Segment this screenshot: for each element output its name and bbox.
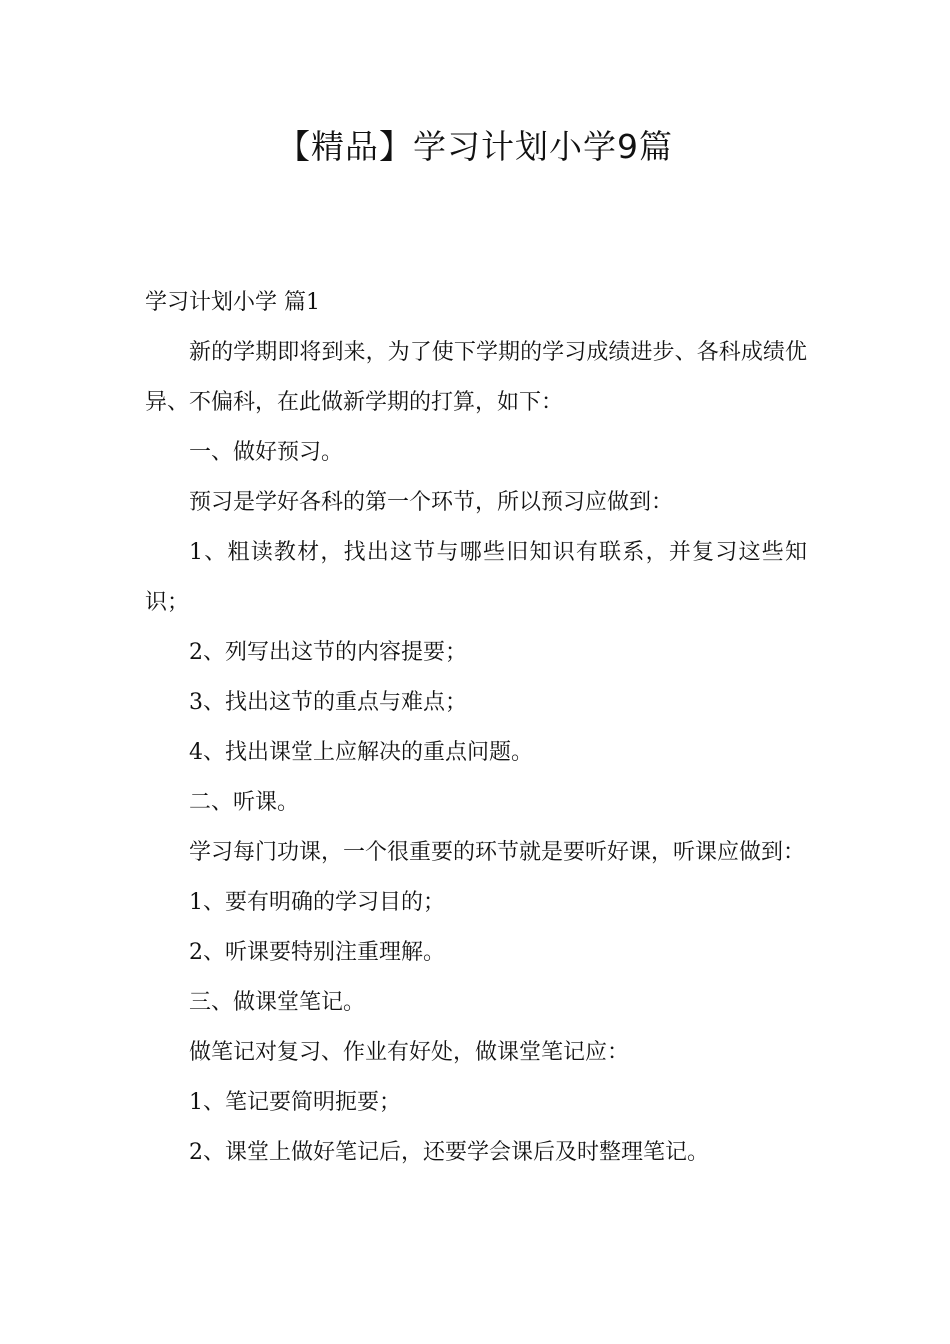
list-item: 1、要有明确的学习目的；	[189, 890, 445, 915]
list-item: 4、找出课堂上应解决的重点问题。	[189, 740, 533, 765]
list-item: 1、笔记要简明扼要；	[189, 1090, 401, 1115]
paragraph-heading-listening: 二、听课。	[189, 790, 300, 815]
section-heading: 学习计划小学 篇1	[145, 290, 320, 315]
document-body	[145, 278, 807, 1178]
paragraph: 预习是学好各科的第一个环节，所以预习应做到：	[189, 490, 674, 515]
list-item: 2、列写出这节的内容提要；	[189, 640, 467, 665]
paragraph-heading-notes: 三、做课堂笔记。	[189, 990, 366, 1015]
list-item: 2、课堂上做好笔记后，还要学会课后及时整理笔记。	[189, 1140, 709, 1165]
list-item: 1、粗读教材，找出这节与哪些旧知识有联系，并复习这些知识；	[145, 540, 807, 615]
paragraph: 做笔记对复习、作业有好处，做课堂笔记应：	[189, 1040, 630, 1065]
list-item: 3、找出这节的重点与难点；	[189, 690, 467, 715]
paragraph-heading-preview: 一、做好预习。	[189, 440, 344, 465]
list-item: 2、听课要特别注重理解。	[189, 940, 445, 965]
document-title: 【精品】学习计划小学9篇	[277, 127, 673, 166]
paragraph-intro: 新的学期即将到来，为了使下学期的学习成绩进步、各科成绩优异、不偏科，在此做新学期的打算，如下：	[145, 340, 807, 415]
paragraph: 学习每门功课，一个很重要的环节就是要听好课，听课应做到：	[189, 840, 806, 865]
